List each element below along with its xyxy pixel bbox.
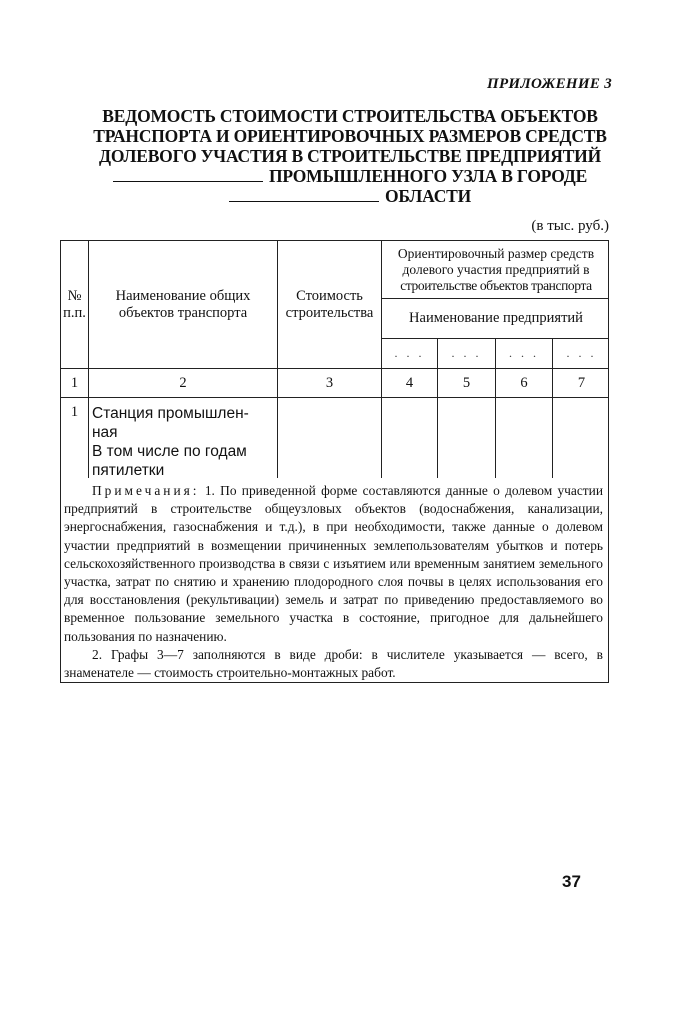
column-number: 7 <box>577 374 586 391</box>
enterprise-placeholder: . . . <box>566 346 597 360</box>
column-number: 6 <box>520 374 528 391</box>
document-title <box>80 106 620 206</box>
title-line-text: ОБЛАСТИ <box>384 186 472 206</box>
notes-section <box>64 482 603 682</box>
header-no-abbr: п.п. <box>63 304 86 321</box>
cost-table <box>60 240 609 683</box>
notes-label: Примечания: <box>92 483 200 498</box>
title-line: ТРАНСПОРТА И ОРИЕНТИРОВОЧНЫХ РАЗМЕРОВ СРЕДСТВ <box>93 126 607 146</box>
title-line: ДОЛЕВОГО УЧАСТИЯ В СТРОИТЕЛЬСТВЕ ПРЕДПРИЯТИЙ <box>99 146 601 166</box>
header-text: строительстве объектов транспорта <box>400 277 592 293</box>
enterprise-placeholder: . . . <box>394 346 425 360</box>
header-text: объектов транспорта <box>118 304 248 321</box>
fill-in-blank-region <box>229 200 379 202</box>
note-1 <box>64 482 603 646</box>
header-no <box>61 241 88 368</box>
column-number: 2 <box>179 374 187 391</box>
column-number: 1 <box>70 374 79 391</box>
row-text-line: пятилетки <box>92 462 165 479</box>
column-number: 4 <box>405 374 414 391</box>
column-number: 5 <box>462 374 471 391</box>
title-line: ВЕДОМОСТЬ СТОИМОСТИ СТРОИТЕЛЬСТВА ОБЪЕКТОВ <box>102 106 598 126</box>
header-text: Стоимость <box>296 287 363 304</box>
title-line-text: ПРОМЫШЛЕННОГО УЗЛА В ГОРОДЕ <box>268 166 588 186</box>
header-text: долевого участия предприятий в <box>402 261 590 277</box>
title-line-with-blank <box>80 186 620 206</box>
fill-in-blank-node <box>113 180 263 182</box>
units-label: (в тыс. руб.) <box>531 218 609 234</box>
header-no-symbol: № <box>67 287 82 304</box>
row-text-line: ная <box>92 424 118 441</box>
page-number: 37 <box>562 872 581 891</box>
header-construction-cost <box>278 241 381 368</box>
row-text-line: В том числе по годам <box>92 443 247 460</box>
appendix-label: ПРИЛОЖЕНИЕ 3 <box>486 76 612 92</box>
row-text-line: Станция промышлен- <box>92 405 249 422</box>
row-divider <box>61 397 608 398</box>
header-object-name <box>89 241 277 368</box>
header-text: Наименование общих <box>115 287 251 304</box>
table-row-object-name <box>92 404 249 480</box>
title-line-with-blank <box>80 166 620 186</box>
row-number: 1 <box>70 403 79 420</box>
enterprise-placeholder: . . . <box>451 346 482 360</box>
note-1-text: 1. По приведенной форме составляются данные о долевом участии предприятий в строительстве общеузловых объектов (водоснабжения, канализации, энергоснабжения, газоснабжения и т.д.), в при необходимости, также данные о долевом участии предприятий в возмещении причиненных землепользователям убытков и потерь сельскохозяйственного производства в связи с изъятием или временным занятием земельного участка, затрат по снятию и хранению плодородного слоя почвы в целях использования его для восстановления (рекультивации) земель и затрат по приведению предоставляемого во временное пользование земельного участка в состояние, пригодное для дальнейшего пользования по назначению. <box>64 483 603 644</box>
enterprise-placeholder: . . . <box>509 346 539 360</box>
header-enterprise-names: Наименование предприятий <box>409 310 583 326</box>
header-text: Ориентировочный размер средств <box>397 245 595 261</box>
column-number: 3 <box>325 374 334 391</box>
note-2: 2. Графы 3—7 заполняются в виде дроби: в числителе указывается — всего, в знаменателе — стоимость строительно-монтажных работ. <box>64 646 603 681</box>
header-share-group <box>382 241 610 298</box>
header-text: строительства <box>285 304 374 321</box>
